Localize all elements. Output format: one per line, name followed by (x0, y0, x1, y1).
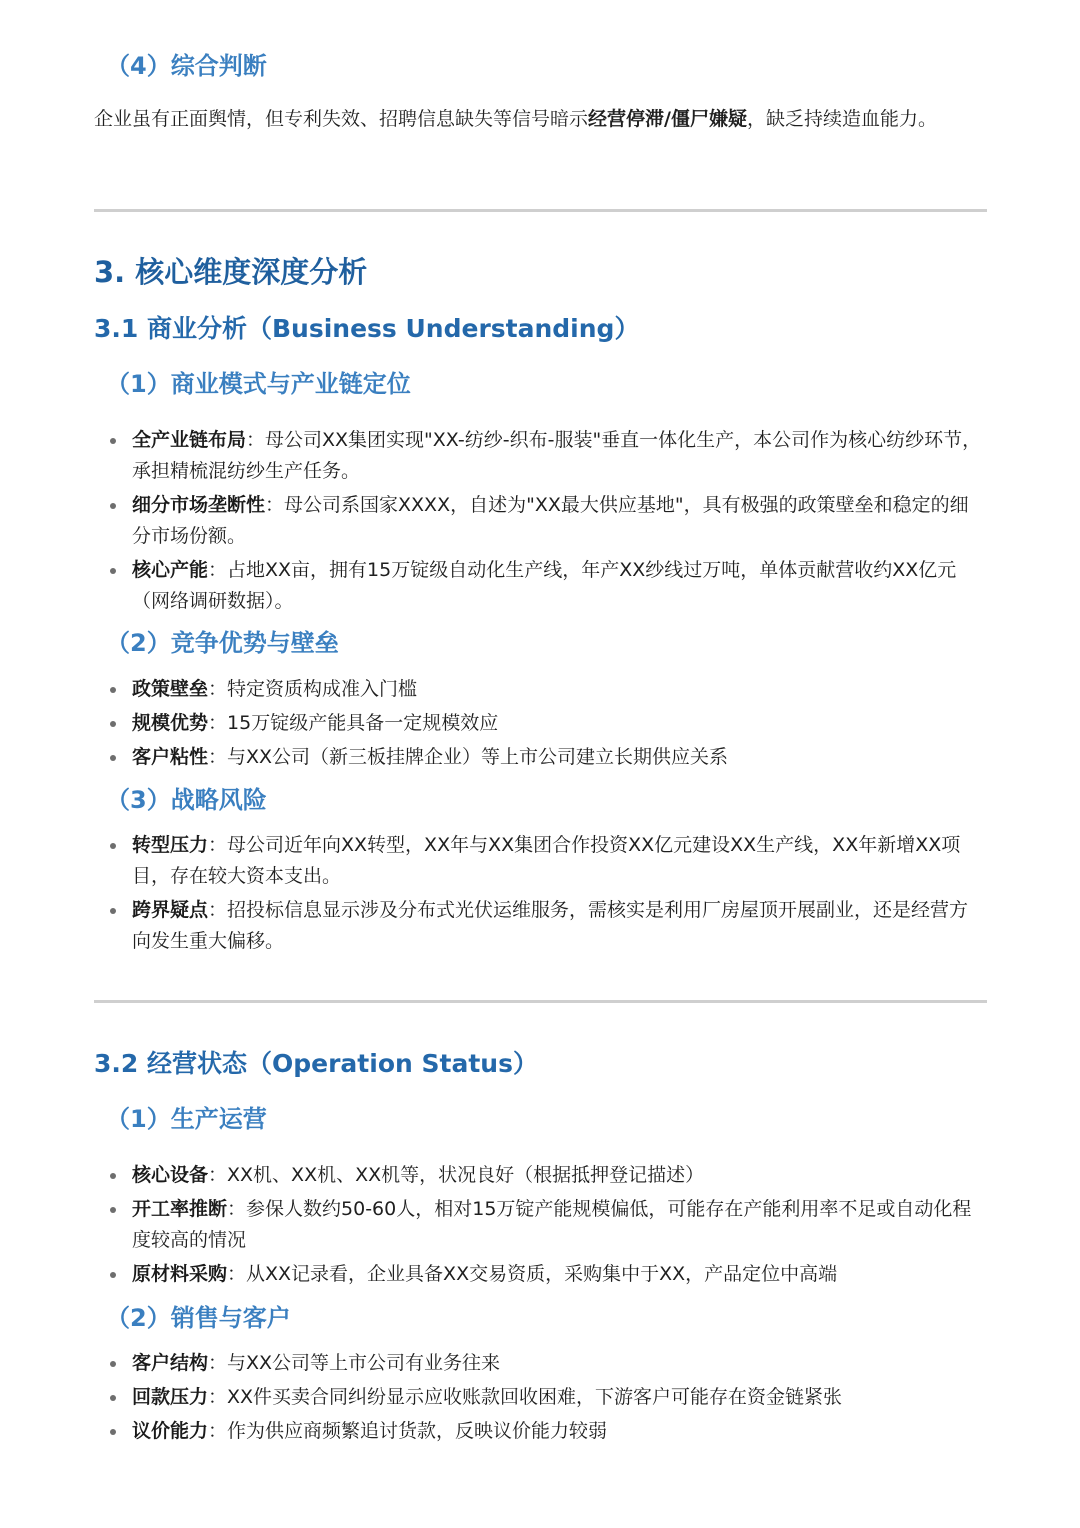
item-term: 回款压力 (132, 1386, 209, 1408)
bullet-icon (110, 687, 116, 693)
bullet-icon (110, 908, 116, 914)
item-text: ：XX件买卖合同纠纷显示应收账款回收困难，下游客户可能存在资金链紧张 (208, 1386, 843, 1408)
list-item (94, 742, 987, 773)
bullet-icon (110, 503, 116, 509)
item-term: 规模优势 (132, 712, 209, 734)
item-term: 核心产能 (132, 559, 209, 581)
list-item (94, 425, 987, 487)
judgment-heading: （4）综合判断 (106, 52, 267, 80)
item-term: 客户粘性 (132, 746, 209, 768)
item-term: 跨界疑点 (132, 899, 209, 921)
item-text: ：参保人数约50-60人，相对15万锭产能规模偏低，可能存在产能利用率不足或自动化程度较高的情况 (132, 1198, 972, 1251)
group-heading: （1）生产运营 (106, 1105, 267, 1133)
bullet-icon (110, 438, 116, 444)
item-text: ：15万锭级产能具备一定规模效应 (208, 712, 499, 734)
judgment-text-bold: 经营停滞/僵尸嫌疑 (588, 108, 747, 130)
item-text: ：与XX公司等上市公司有业务往来 (208, 1352, 501, 1374)
item-text: ：与XX公司（新三板挂牌企业）等上市公司建立长期供应关系 (208, 746, 729, 768)
bullet-icon (110, 1429, 116, 1435)
bullet-icon (110, 1272, 116, 1278)
list-item (94, 1382, 987, 1413)
item-text: ：XX机、XX机、XX机等，状况良好（根据抵押登记描述） (208, 1164, 705, 1186)
list-item (94, 895, 987, 957)
judgment-paragraph (94, 104, 987, 135)
bullet-icon (110, 1207, 116, 1213)
list-item (94, 1194, 987, 1256)
bullet-list (94, 1348, 987, 1450)
list-item (94, 1416, 987, 1447)
judgment-text-pre: 企业虽有正面舆情，但专利失效、招聘信息缺失等信号暗示 (94, 108, 589, 130)
item-text: ：从XX记录看，企业具备XX交易资质，采购集中于XX，产品定位中高端 (227, 1263, 838, 1285)
item-text: ：占地XX亩，拥有15万锭级自动化生产线，年产XX纱线过万吨，单体贡献营收约XX亿元（网络调研数据）。 (132, 559, 957, 612)
bullet-list (94, 425, 987, 620)
list-item (94, 674, 987, 705)
group-heading: （2）竞争优势与壁垒 (106, 629, 339, 657)
bullet-list (94, 674, 987, 776)
list-item (94, 1259, 987, 1290)
item-term: 细分市场垄断性 (132, 494, 266, 516)
list-item (94, 830, 987, 892)
item-text: ：母公司近年向XX转型，XX年与XX集团合作投资XX亿元建设XX生产线，XX年新增XX项目，存在较大资本支出。 (132, 834, 961, 887)
section-3-1-title: 3.1 商业分析（Business Understanding） (94, 314, 640, 343)
judgment-text-post: ，缺乏持续造血能力。 (746, 108, 937, 130)
group-heading: （2）销售与客户 (106, 1304, 291, 1332)
item-term: 转型压力 (132, 834, 209, 856)
list-item (94, 555, 987, 617)
item-text: ：作为供应商频繁追讨货款，反映议价能力较弱 (208, 1420, 608, 1442)
item-term: 客户结构 (132, 1352, 209, 1374)
item-term: 全产业链布局 (132, 429, 247, 451)
bullet-icon (110, 1361, 116, 1367)
item-text: ：母公司系国家XXXX，自述为"XX最大供应基地"，具有极强的政策壁垒和稳定的细分市场份额。 (132, 494, 969, 547)
bullet-icon (110, 843, 116, 849)
item-term: 政策壁垒 (132, 678, 209, 700)
list-item (94, 708, 987, 739)
item-text: ：招投标信息显示涉及分布式光伏运维服务，需核实是利用厂房屋顶开展副业，还是经营方向发生重大偏移。 (132, 899, 969, 952)
list-item (94, 1160, 987, 1191)
list-item (94, 1348, 987, 1379)
bullet-icon (110, 1173, 116, 1179)
bullet-list (94, 1160, 987, 1293)
group-heading: （1）商业模式与产业链定位 (106, 370, 411, 398)
bullet-icon (110, 1395, 116, 1401)
item-text: ：特定资质构成准入门槛 (208, 678, 418, 700)
divider (94, 1000, 987, 1003)
item-term: 开工率推断 (132, 1198, 228, 1220)
bullet-icon (110, 755, 116, 761)
list-item (94, 490, 987, 552)
bullet-icon (110, 721, 116, 727)
section-3-2-title: 3.2 经营状态（Operation Status） (94, 1049, 538, 1078)
bullet-icon (110, 568, 116, 574)
item-term: 核心设备 (132, 1164, 209, 1186)
section-3-title: 3. 核心维度深度分析 (94, 255, 368, 289)
item-text: ：母公司XX集团实现"XX-纺纱-织布-服装"垂直一体化生产，本公司作为核心纺纱环节，承担精梳混纺纱生产任务。 (132, 429, 982, 482)
divider (94, 209, 987, 212)
item-term: 原材料采购 (132, 1263, 228, 1285)
bullet-list (94, 830, 987, 960)
group-heading: （3）战略风险 (106, 786, 267, 814)
item-term: 议价能力 (132, 1420, 209, 1442)
